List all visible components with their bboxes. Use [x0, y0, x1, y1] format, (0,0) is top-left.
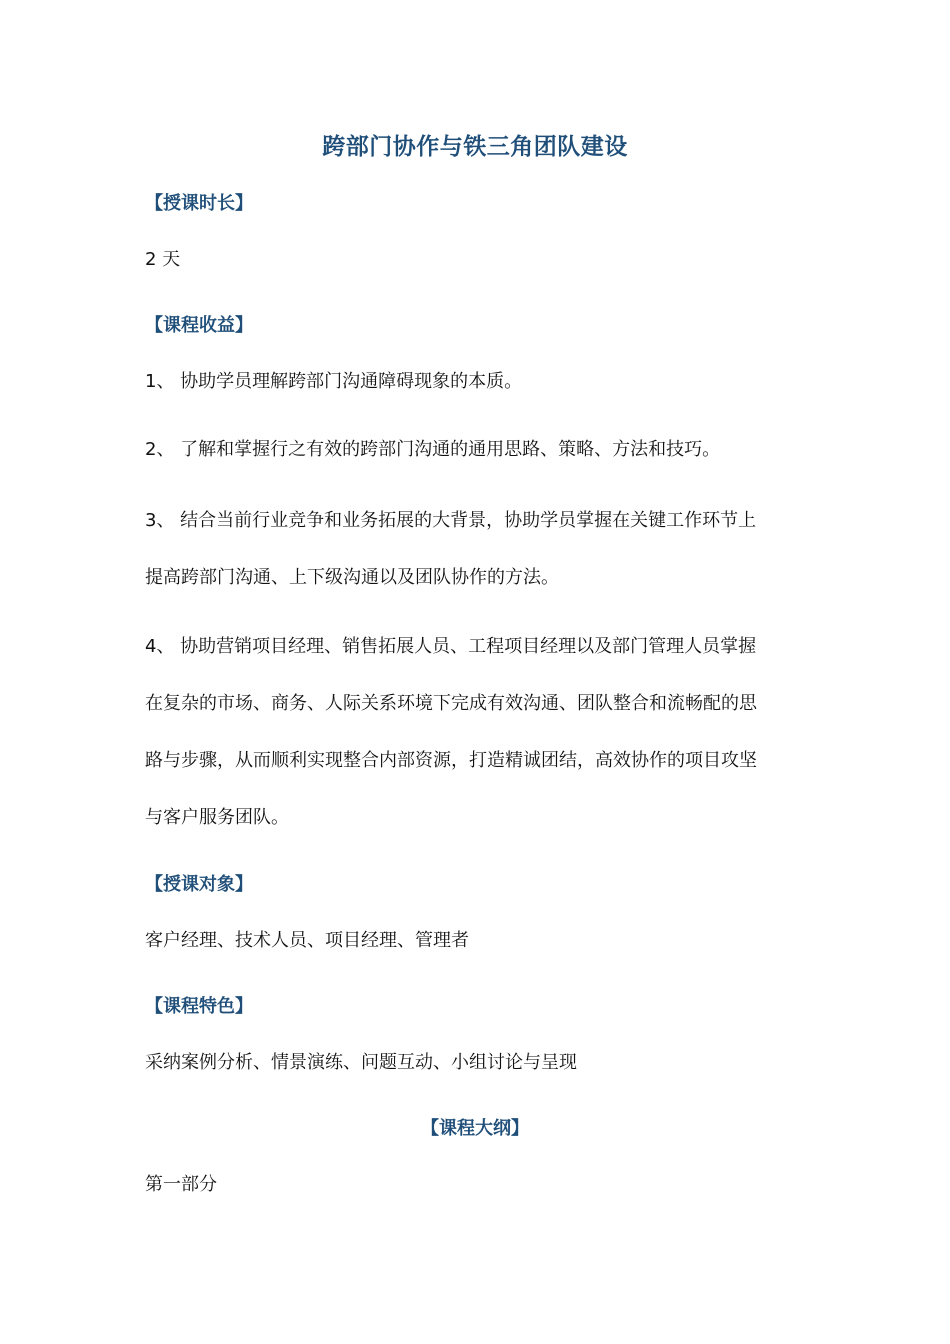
benefits-heading: 【课程收益】	[145, 315, 253, 336]
outline-part-label: 第一部分	[145, 1174, 217, 1195]
benefit-line: 路与步骤，从而顺利实现整合内部资源，打造精诚团结，高效协作的项目攻坚	[145, 750, 757, 771]
audience-heading: 【授课对象】	[145, 874, 253, 895]
benefit-line: 2、 了解和掌握行之有效的跨部门沟通的通用思路、策略、方法和技巧。	[145, 439, 721, 460]
benefit-line: 提高跨部门沟通、上下级沟通以及团队协作的方法。	[145, 567, 559, 588]
duration-heading: 【授课时长】	[145, 193, 253, 214]
benefit-line: 4、 协助营销项目经理、销售拓展人员、工程项目经理以及部门管理人员掌握	[145, 636, 757, 657]
page-title: 跨部门协作与铁三角团队建设	[322, 134, 628, 160]
features-text: 采纳案例分析、情景演练、问题互动、小组讨论与呈现	[145, 1052, 577, 1073]
benefit-line: 与客户服务团队。	[145, 807, 289, 828]
benefit-line: 1、 协助学员理解跨部门沟通障碍现象的本质。	[145, 371, 523, 392]
benefit-line: 3、 结合当前行业竞争和业务拓展的大背景，协助学员掌握在关键工作环节上	[145, 510, 757, 531]
outline-heading: 【课程大纲】	[421, 1118, 529, 1139]
benefit-line: 在复杂的市场、商务、人际关系环境下完成有效沟通、团队整合和流畅配的思	[145, 693, 757, 714]
duration-text: 2 天	[145, 249, 181, 270]
audience-text: 客户经理、技术人员、项目经理、管理者	[145, 930, 469, 951]
features-heading: 【课程特色】	[145, 996, 253, 1017]
